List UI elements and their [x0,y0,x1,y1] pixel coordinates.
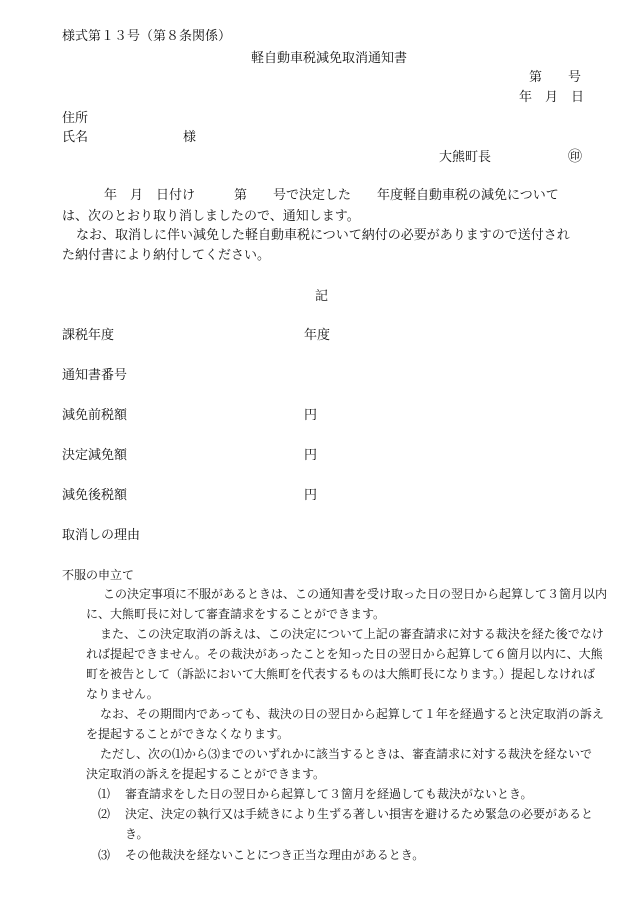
issuer-title: 大熊町長 [439,150,492,165]
document-title: 軽自動車税減免取消通知書 [251,51,408,66]
appeal-p2-line4: なりません。 [86,687,159,701]
appeal-p4-line2: 決定取消の訴えを提起することができます。 [86,767,326,781]
appeal-heading: 不服の申立て [62,568,135,582]
document-number: 第 号 [529,70,582,85]
appeal-p1-line1: この決定事項に不服があるときは、この通知書を受け取った日の翌日から起算して３箇月以内 [103,587,608,601]
appeal-p2-line3: 町を被告として（訴訟において大熊町を代表するものは大熊町長になります。）提起しなければ [86,667,596,681]
name-label: 氏名 [62,130,89,145]
appeal-p2-line1: また、この決定取消の訴えは、この決定について上記の審査請求に対する裁決を経た後でなけ [100,627,604,641]
decided-exemption-label: 決定減免額 [62,448,128,463]
list-item-number: ⑵ [98,807,111,821]
post-tax-label: 減免後税額 [62,488,128,503]
list-item-text: 審査請求をした日の翌日から起算して３箇月を経過しても裁決がないとき。 [125,787,533,801]
decided-exemption-unit: 円 [304,448,318,463]
body-line-3: なお、取消しに伴い減免した軽自動車税について納付の必要がありますので送付され [76,228,570,243]
ki-heading: 記 [315,289,329,304]
appeal-p3-line2: を提起することができなくなります。 [86,727,290,741]
appeal-p3-line1: なお、その期間内であっても、裁決の日の翌日から起算して１年を経過すると決定取消の訴え [100,707,604,721]
pre-tax-label: 減免前税額 [62,408,128,423]
seal-mark: ㊞ [568,149,582,165]
list-item-number: ⑶ [98,848,111,862]
reason-label: 取消しの理由 [62,528,141,543]
address-label: 住所 [62,111,89,126]
appeal-p4-line1: ただし、次の⑴から⑶までのいずれかに該当するときは、審査請求に対する裁決を経ないで [100,747,593,761]
body-line-4: た納付書により納付してください。 [62,248,271,263]
appeal-p1-line2: に、大熊町長に対して審査請求をすることができます。 [86,607,386,621]
body-line-2: は、次のとおり取り消しましたので、通知します。 [62,209,360,224]
pre-tax-unit: 円 [304,408,318,423]
list-item-text: その他裁決を経ないことにつき正当な理由があるとき。 [125,848,425,862]
list-item-text-cont: き。 [125,827,149,841]
list-item-text: 決定、決定の執行又は手続きにより生ずる著しい損害を避けるため緊急の必要があると [125,807,594,821]
notice-number-label: 通知書番号 [62,368,128,383]
body-line-1: 年 月 日付け 第 号で決定した 年度軽自動車税の減免について [104,188,559,203]
tax-year-unit: 年度 [304,328,331,343]
list-item-number: ⑴ [98,787,111,801]
form-number: 様式第１３号（第８条関係） [62,29,232,44]
honorific: 様 [183,130,197,145]
issue-date: 年 月 日 [519,90,585,105]
tax-year-label: 課税年度 [62,328,115,343]
post-tax-unit: 円 [304,488,318,503]
appeal-p2-line2: れば提起できません。その裁決があったことを知った日の翌日から起算して６箇月以内に、大熊 [86,647,603,661]
